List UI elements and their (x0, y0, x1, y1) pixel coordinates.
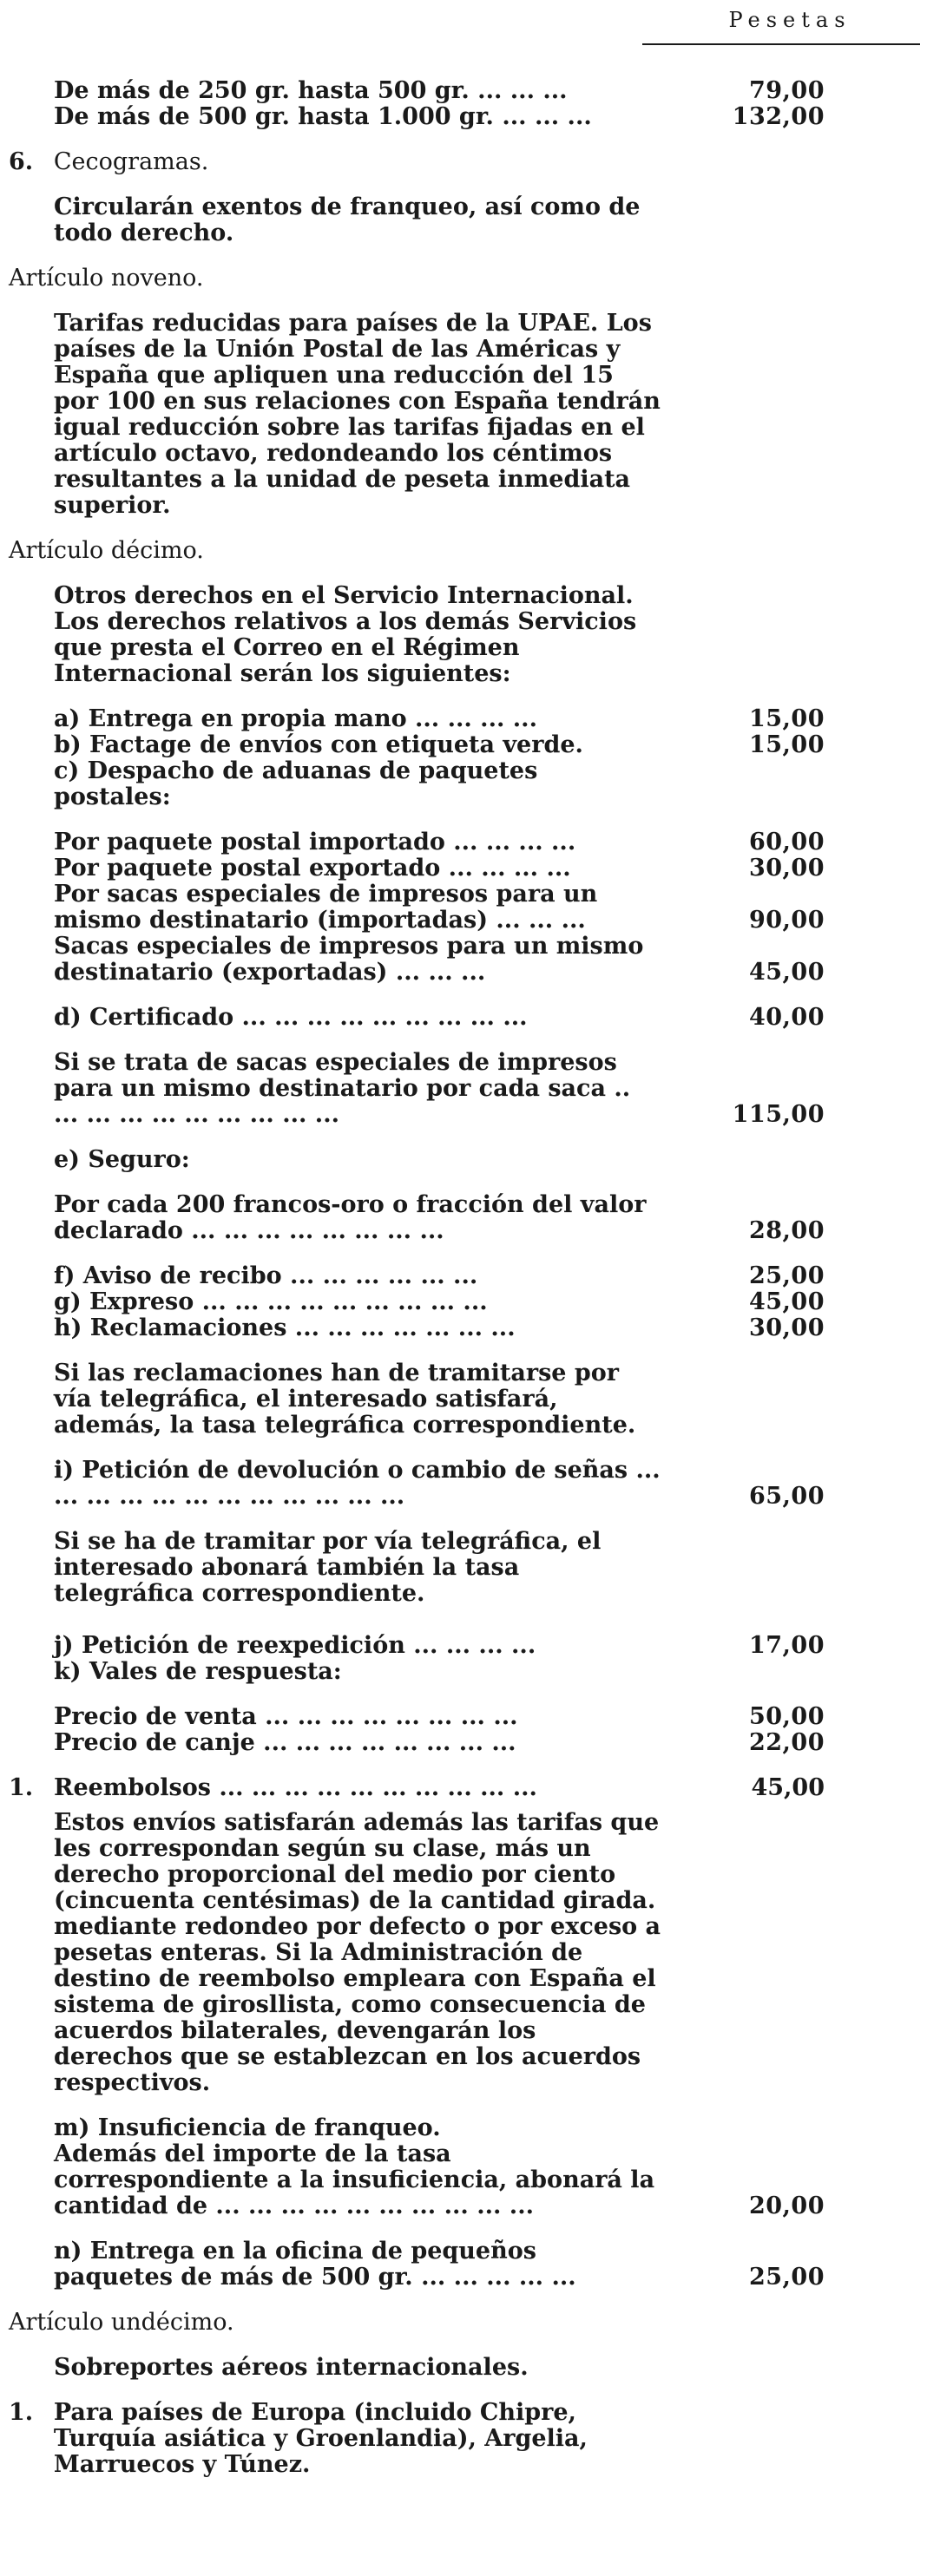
k-row: Precio de venta ... ... ... ... ... ... ... ... 50,00 (54, 1703, 825, 1730)
article-10-intro-title: Otros derechos en el Servicio Internacional. (54, 582, 634, 609)
item-m: Además del importe de la tasa correspondiente a la insuficiencia, abonará la cantidad de ... ... ... ... ... ... ... ... ... ... 20,00 (54, 2140, 825, 2219)
item-6: 6. Cecogramas. (9, 148, 209, 175)
pesetas-column-label: Pesetas (728, 8, 851, 32)
tariff-row: De más de 250 gr. hasta 500 gr. ... ... ... 79,00 (54, 77, 825, 104)
item-e-row: Por cada 200 francos-oro o fracción del valor declarado ... ... ... ... ... ... ... ... 28,00 (54, 1191, 825, 1244)
item-g: g) Expreso ... ... ... ... ... ... ... ... ... 45,00 (54, 1288, 825, 1315)
article-11-item-1: 1. Para países de Europa (incluido Chipre, Turquía asiática y Groenlandia), Argelia, Marruecos y Túnez. (9, 2399, 588, 2478)
item-d-extra: Si se trata de sacas especiales de impresos para un mismo destinatario por cada saca .. ... ... ... ... ... ... ... ... ... 115,00 (54, 1049, 825, 1128)
k-row: Precio de canje ... ... ... ... ... ... ... ... 22,00 (54, 1729, 825, 1756)
article-11-subtitle: Sobreportes aéreos internacionales. (54, 2354, 529, 2381)
item-6-text: Circularán exentos de franqueo, así como de todo derecho. (54, 193, 641, 246)
item-k: k) Vales de respuesta: (54, 1658, 342, 1685)
item-h-note: Si las reclamaciones han de tramitarse por vía telegráfica, el interesado satisfará, además, la tasa telegráfica correspondiente. (54, 1360, 636, 1439)
item-a: a) Entrega en propia mano ... ... ... ... 15,00 (54, 705, 825, 732)
item-f: f) Aviso de recibo ... ... ... ... ... ... 25,00 (54, 1262, 825, 1289)
item-c: c) Despacho de aduanas de paquetes postales: (54, 757, 538, 810)
c-row: Por paquete postal exportado ... ... ... ... 30,00 (54, 855, 825, 882)
item-m-title: m) Insuficiencia de franqueo. (54, 2114, 441, 2141)
article-9-heading: Artículo noveno. (9, 265, 204, 292)
item-n: n) Entrega en la oficina de pequeños paquetes de más de 500 gr. ... ... ... ... ... 25,00 (54, 2238, 825, 2291)
article-10-intro-text: Los derechos relativos a los demás Servicios que presta el Correo en el Régimen Internacional serán los siguientes: (54, 608, 637, 687)
item-i: i) Petición de devolución o cambio de señas ... ... ... ... ... ... ... ... ... ... ... ... 65,00 (54, 1457, 825, 1510)
item-l-note: Estos envíos satisfarán además las tarifas que les correspondan según su clase, más un derecho proporcional del medio por ciento (cincuenta centésimas) de la cantidad girada. mediante redondeo por defecto o por exceso a pesetas enteras. Si la Administración de destino de reembolso empleara con España el sistema de girosllista, como consecuencia de acuerdos bilaterales, devengarán los derechos que se establezcan en los acuerdos respectivos. (54, 1809, 661, 2096)
tariff-row: De más de 500 gr. hasta 1.000 gr. ... ... ... 132,00 (54, 103, 825, 130)
c-row: Sacas especiales de impresos para un mismo destinatario (exportadas) ... ... ... 45,00 (54, 933, 825, 986)
item-d: d) Certificado ... ... ... ... ... ... ... ... ... 40,00 (54, 1004, 825, 1031)
document-body (0, 78, 927, 2478)
column-header (660, 7, 920, 45)
article-11-heading: Artículo undécimo. (9, 2309, 234, 2336)
item-j: j) Petición de reexpedición ... ... ... ... 17,00 (54, 1632, 825, 1659)
c-row: Por paquete postal importado ... ... ... ... 60,00 (54, 829, 825, 855)
item-i-note: Si se ha de tramitar por vía telegráfica, el interesado abonará también la tasa telegráfica correspondiente. (54, 1528, 602, 1607)
item-l: 1. Reembolsos ... ... ... ... ... ... ... ... ... ... 45,00 (9, 1774, 825, 1801)
c-row: Por sacas especiales de impresos para un mismo destinatario (importadas) ... ... ... 90,00 (54, 881, 825, 934)
item-e: e) Seguro: (54, 1146, 190, 1173)
article-10-heading: Artículo décimo. (9, 537, 204, 564)
item-b: b) Factage de envíos con etiqueta verde. 15,00 (54, 731, 825, 758)
article-9-text: Tarifas reducidas para países de la UPAE. Los países de la Unión Postal de las Américas y España que apliquen una reducción del 15 por 100 en sus relaciones con España tendrán igual reducción sobre las tarifas fijadas en el artículo octavo, redondeando los céntimos resultantes a la unidad de peseta inmediata superior. (54, 310, 661, 519)
item-h: h) Reclamaciones ... ... ... ... ... ... ... 30,00 (54, 1314, 825, 1341)
header-rule (642, 43, 920, 45)
